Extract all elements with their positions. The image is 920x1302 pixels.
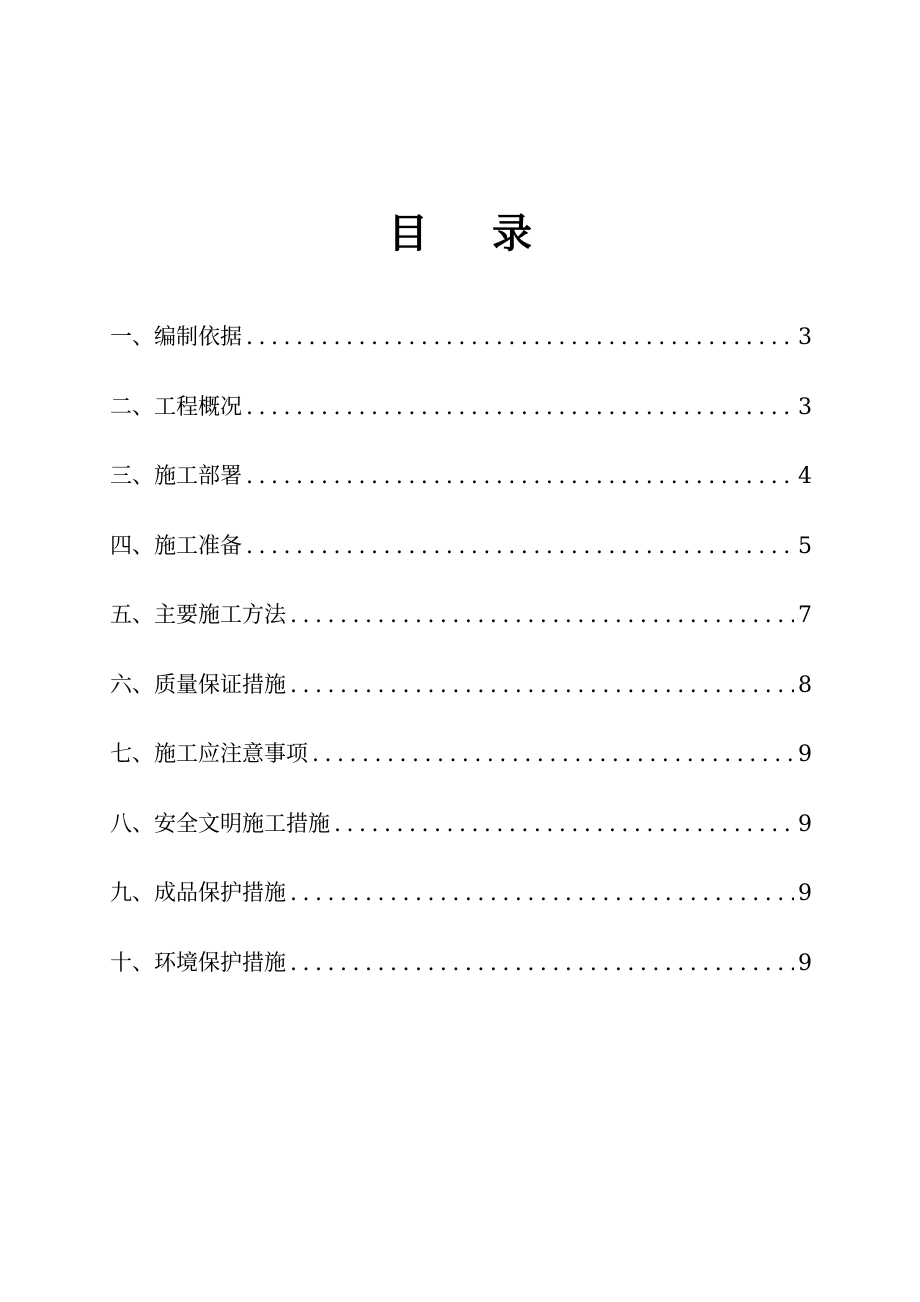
toc-dot-leader	[290, 664, 794, 708]
toc-entry-page: 4	[798, 464, 812, 489]
toc-dot-leader	[312, 733, 794, 777]
toc-dot-leader	[246, 525, 794, 569]
toc-entry[interactable]	[110, 386, 812, 456]
toc-dot-leader	[290, 872, 794, 916]
toc-list	[110, 316, 812, 1011]
toc-title-char-2: 录	[492, 211, 532, 257]
toc-entry-page: 3	[798, 394, 812, 420]
toc-entry[interactable]	[110, 525, 812, 595]
toc-entry[interactable]	[110, 733, 812, 803]
toc-dot-leader	[246, 386, 794, 430]
toc-dot-leader	[246, 316, 794, 360]
toc-entry-label: 二、工程概况	[110, 394, 243, 420]
toc-entry-page: 5	[798, 533, 812, 559]
toc-entry-page: 9	[798, 950, 812, 976]
toc-entry-label: 三、施工部署	[110, 464, 243, 489]
toc-entry-page: 9	[798, 742, 812, 767]
toc-entry[interactable]	[110, 803, 812, 873]
toc-dot-leader	[290, 594, 794, 638]
toc-entry[interactable]	[110, 872, 812, 942]
toc-entry-label: 七、施工应注意事项	[110, 742, 309, 767]
toc-dot-leader	[246, 455, 794, 499]
toc-entry[interactable]	[110, 942, 812, 1012]
toc-entry-page: 8	[798, 672, 812, 698]
toc-entry-label: 十、环境保护措施	[110, 950, 287, 976]
toc-entry[interactable]	[110, 594, 812, 664]
toc-entry[interactable]	[110, 455, 812, 525]
toc-title-char-1: 目	[388, 211, 428, 257]
toc-entry-label: 九、成品保护措施	[110, 881, 287, 906]
toc-entry-page: 9	[798, 811, 812, 837]
toc-entry-page: 9	[798, 881, 812, 906]
toc-entry-label: 八、安全文明施工措施	[110, 811, 331, 837]
toc-dot-leader	[290, 942, 794, 986]
toc-entry-label: 一、编制依据	[110, 325, 243, 350]
toc-entry-label: 五、主要施工方法	[110, 603, 287, 628]
toc-dot-leader	[334, 803, 794, 847]
toc-entry[interactable]	[110, 664, 812, 734]
toc-entry-page: 7	[798, 603, 812, 628]
toc-entry[interactable]	[110, 316, 812, 386]
toc-title	[0, 204, 920, 264]
toc-entry-label: 四、施工准备	[110, 533, 243, 559]
toc-entry-label: 六、质量保证措施	[110, 672, 287, 698]
toc-entry-page: 3	[798, 325, 812, 350]
